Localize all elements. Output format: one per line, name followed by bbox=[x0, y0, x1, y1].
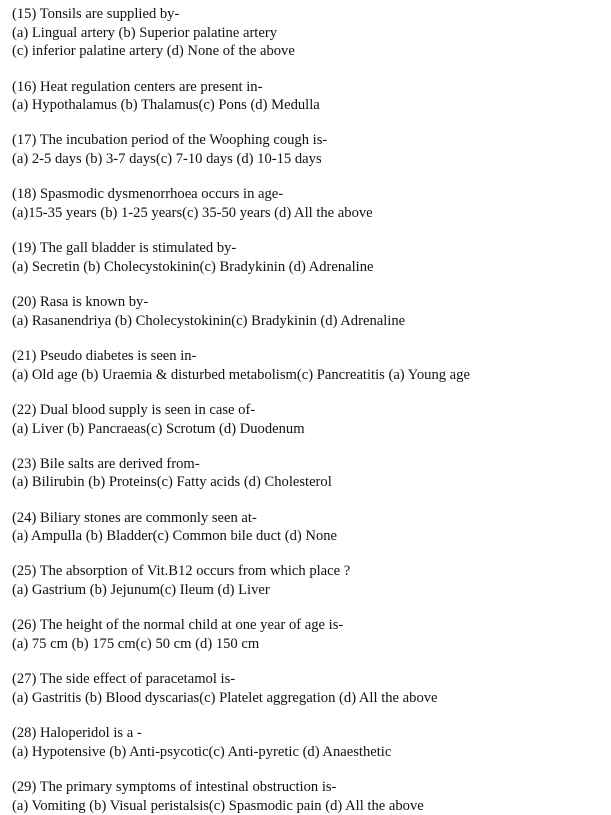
question-item bbox=[12, 670, 611, 707]
answer-options: (a)15-35 years (b) 1-25 years(c) 35-50 years (d) All the above bbox=[12, 205, 373, 221]
question-number: (22) bbox=[12, 401, 37, 418]
question-stem: Dual blood supply is seen in case of- bbox=[39, 401, 256, 418]
question-number: (19) bbox=[12, 240, 37, 257]
question-number: (16) bbox=[12, 78, 37, 95]
question-stem: Bile salts are derived from- bbox=[39, 455, 200, 472]
question-item bbox=[12, 5, 611, 61]
answer-options: (a) Liver (b) Pancraeas(c) Scrotum (d) Duodenum bbox=[12, 420, 305, 437]
question-list bbox=[12, 5, 611, 815]
question-stem-line bbox=[12, 78, 611, 97]
question-stem-line bbox=[12, 401, 611, 420]
question-item bbox=[12, 616, 611, 653]
question-item bbox=[12, 509, 611, 546]
answer-options: (a) Vomiting (b) Visual peristalsis(c) Spasmodic pain (d) All the above bbox=[12, 797, 424, 814]
answer-options: (a) Old age (b) Uraemia & disturbed metabolism(c) Pancreatitis (a) Young age bbox=[12, 366, 470, 383]
question-item bbox=[12, 239, 611, 276]
answer-options: (c) inferior palatine artery (d) None of the above bbox=[12, 43, 295, 60]
question-item bbox=[12, 778, 611, 815]
question-number: (20) bbox=[12, 294, 37, 311]
question-stem: The incubation period of the Woophing cough is- bbox=[39, 132, 328, 149]
question-stem: Heat regulation centers are present in- bbox=[39, 78, 263, 95]
question-stem: Biliary stones are commonly seen at- bbox=[39, 509, 257, 526]
question-stem: The gall bladder is stimulated by- bbox=[39, 240, 237, 257]
question-stem: The side effect of paracetamol is- bbox=[39, 671, 236, 688]
answer-options: (a) Gastritis (b) Blood dyscarias(c) Platelet aggregation (d) All the above bbox=[12, 689, 438, 706]
answer-options: (a) 2-5 days (b) 3-7 days(c) 7-10 days (d) 10-15 days bbox=[12, 151, 322, 168]
question-item bbox=[12, 562, 611, 599]
question-number: (26) bbox=[12, 617, 37, 634]
question-item bbox=[12, 78, 611, 115]
question-number: (21) bbox=[12, 347, 37, 364]
question-stem-line bbox=[12, 239, 611, 258]
question-stem: The primary symptoms of intestinal obstruction is- bbox=[39, 778, 337, 795]
question-item bbox=[12, 401, 611, 438]
question-stem-line bbox=[12, 670, 611, 689]
question-stem: Rasa is known by- bbox=[39, 294, 149, 311]
question-stem: Spasmodic dysmenorrhoea occurs in age- bbox=[39, 186, 284, 203]
question-number: (15) bbox=[12, 6, 37, 22]
question-number: (25) bbox=[12, 563, 37, 580]
question-item bbox=[12, 347, 611, 384]
question-stem-line bbox=[12, 185, 611, 204]
answer-options: (a) Rasanendriya (b) Cholecystokinin(c) Bradykinin (d) Adrenaline bbox=[12, 312, 406, 329]
answer-options: (a) Gastrium (b) Jejunum(c) Ileum (d) Liver bbox=[12, 582, 270, 599]
question-stem: Haloperidol is a - bbox=[39, 725, 142, 742]
question-item bbox=[12, 455, 611, 492]
question-item bbox=[12, 131, 611, 168]
question-stem: The absorption of Vit.B12 occurs from which place ? bbox=[39, 563, 351, 580]
answer-options: (a) Ampulla (b) Bladder(c) Common bile duct (d) None bbox=[12, 528, 338, 545]
question-stem-line bbox=[12, 455, 611, 474]
question-item bbox=[12, 724, 611, 761]
question-stem-line bbox=[12, 778, 611, 797]
answer-options: (a) Hypotensive (b) Anti-psycotic(c) Anti-pyretic (d) Anaesthetic bbox=[12, 743, 392, 760]
question-stem-line bbox=[12, 347, 611, 366]
question-number: (24) bbox=[12, 509, 37, 526]
answer-options: (a) 75 cm (b) 175 cm(c) 50 cm (d) 150 cm bbox=[12, 636, 260, 652]
question-number: (27) bbox=[12, 671, 37, 688]
answer-options: (a) Hypothalamus (b) Thalamus(c) Pons (d) Medulla bbox=[12, 97, 320, 114]
question-number: (28) bbox=[12, 725, 37, 742]
question-stem-line bbox=[12, 131, 611, 150]
question-stem-line bbox=[12, 509, 611, 528]
answer-options: (a) Secretin (b) Cholecystokinin(c) Bradykinin (d) Adrenaline bbox=[12, 258, 374, 275]
question-number: (17) bbox=[12, 132, 37, 149]
question-stem-line bbox=[12, 293, 611, 312]
question-stem-line bbox=[12, 724, 611, 743]
question-stem: Tonsils are supplied by- bbox=[39, 6, 180, 22]
question-stem-line bbox=[12, 562, 611, 581]
question-number: (23) bbox=[12, 455, 37, 472]
question-number: (29) bbox=[12, 778, 37, 795]
answer-options: (a) Lingual artery (b) Superior palatine artery bbox=[12, 24, 277, 41]
question-stem-line bbox=[12, 616, 611, 635]
question-stem-line bbox=[12, 5, 611, 24]
question-stem: Pseudo diabetes is seen in- bbox=[39, 347, 197, 364]
question-item bbox=[12, 293, 611, 330]
answer-options: (a) Bilirubin (b) Proteins(c) Fatty acids (d) Cholesterol bbox=[12, 474, 332, 491]
question-number: (18) bbox=[12, 186, 37, 203]
question-item bbox=[12, 185, 611, 222]
question-stem: The height of the normal child at one year of age is- bbox=[39, 617, 344, 634]
